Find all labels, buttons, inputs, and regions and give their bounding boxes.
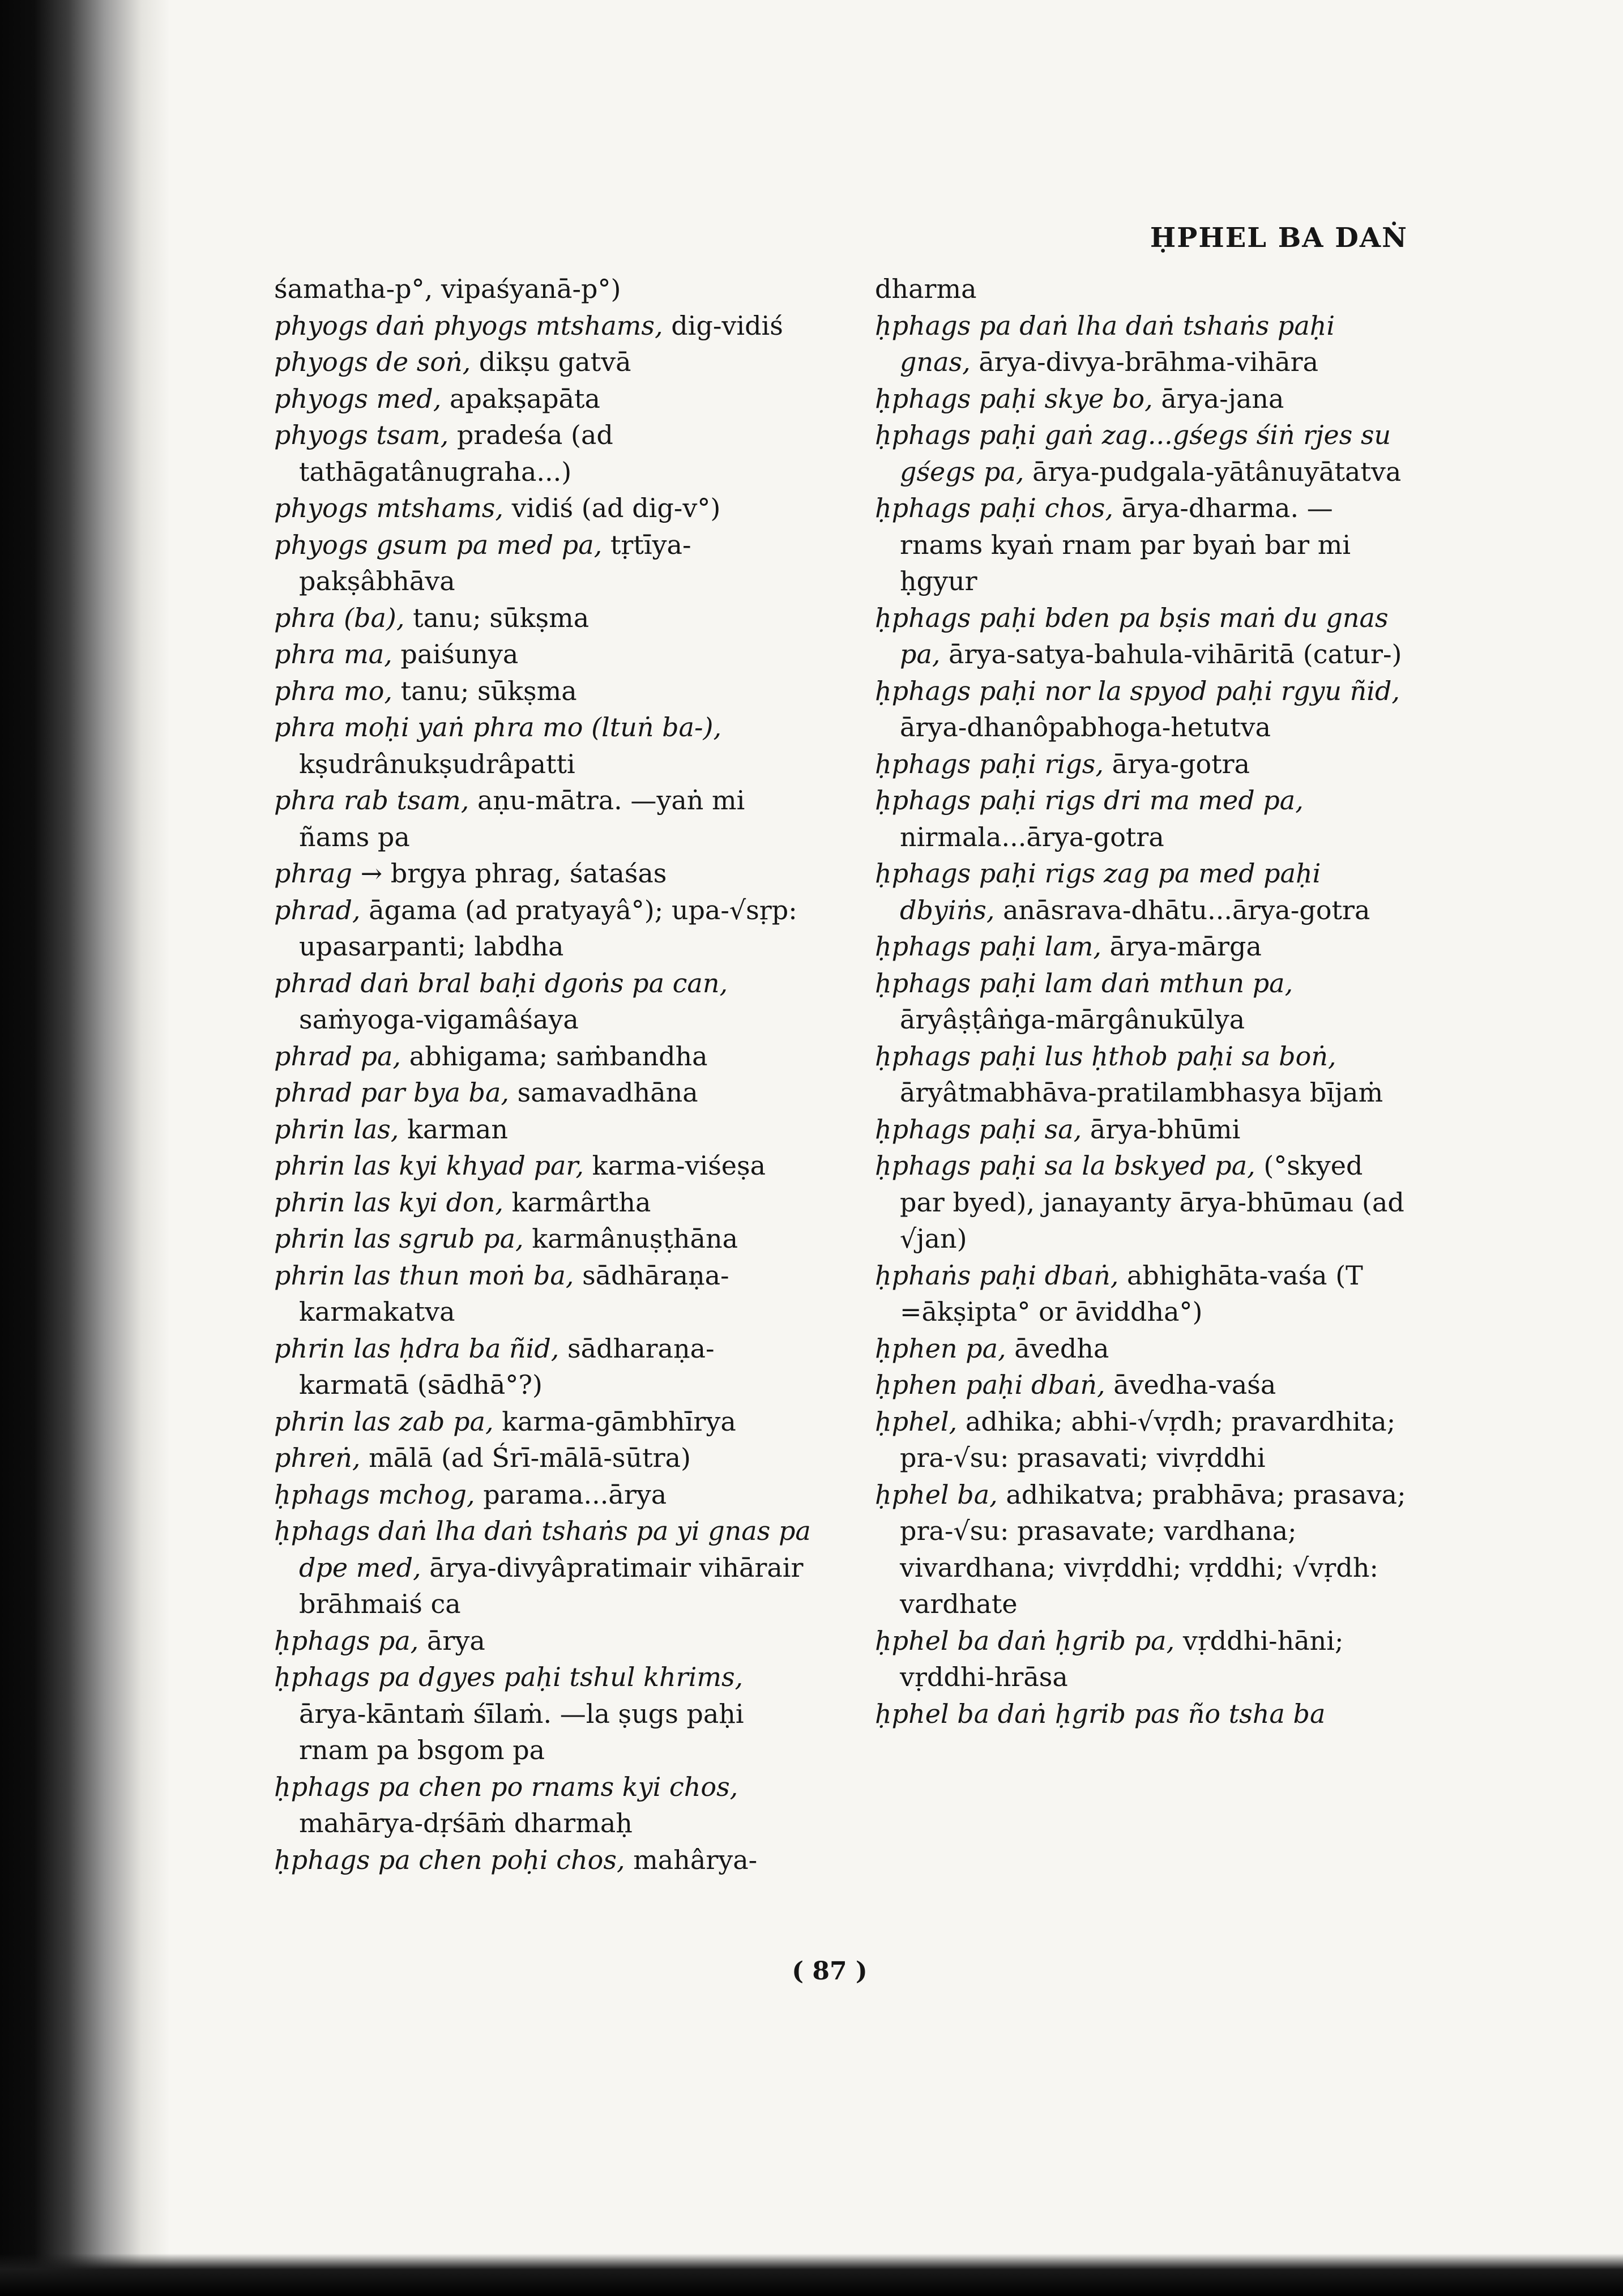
entry-headword: ḥphags pa chen poḥi chos, <box>274 1844 625 1875</box>
dictionary-entry <box>274 271 818 308</box>
entry-gloss: ārya-gotra <box>1112 748 1250 779</box>
dictionary-entry <box>875 1403 1410 1476</box>
entry-headword: ḥphags paḥi bden pa bṣis maṅ du gnas pa, <box>875 602 1389 669</box>
entry-headword: phyogs gsum pa med pa, <box>274 529 603 560</box>
book-spine-shadow <box>0 0 170 2296</box>
entry-headword: ḥphen paḥi dbaṅ, <box>875 1369 1105 1400</box>
dictionary-entry <box>875 673 1410 746</box>
right-column <box>875 271 1410 1732</box>
entry-gloss: karman <box>407 1113 508 1145</box>
entry-gloss: āgama (ad pratyayâ°); upa-√sṛp: upasarpanti; labdha <box>299 894 797 962</box>
entry-headword: phra rab tsam, <box>274 785 469 816</box>
dictionary-entry <box>274 965 818 1038</box>
dictionary-entry <box>274 1440 818 1476</box>
entry-headword: ḥphags pa daṅ lha daṅ tshaṅs paḥi gnas, <box>875 310 1335 377</box>
dictionary-entry <box>875 746 1410 783</box>
dictionary-entry <box>274 1330 818 1403</box>
entry-headword: ḥphags paḥi lus ḥthob paḥi sa boṅ, <box>875 1040 1336 1072</box>
entry-gloss: anāsrava-dhātu...ārya-gotra <box>1003 894 1370 925</box>
entry-gloss: mālā (ad Śrī-mālā-sūtra) <box>369 1443 691 1473</box>
entry-gloss: nirmala...ārya-gotra <box>900 821 1164 852</box>
entry-gloss: ārya-divya-brāhma-vihāra <box>979 347 1319 377</box>
entry-gloss: āryâṣṭâṅga-mārgânukūlya <box>900 1004 1245 1035</box>
entry-gloss: sādhāraṇa-karmakatva <box>299 1260 729 1327</box>
entry-headword: phyogs tsam, <box>274 420 449 450</box>
dictionary-entry <box>875 1111 1410 1148</box>
dictionary-entry <box>875 490 1410 600</box>
entry-headword: ḥphags pa dgyes paḥi tshul khrims, <box>274 1662 744 1692</box>
entry-headword: phyogs de soṅ, <box>274 347 471 377</box>
dictionary-entry <box>274 892 818 965</box>
entry-headword: ḥphags pa chen po rnams kyi chos, <box>274 1771 738 1802</box>
dictionary-entry <box>274 782 818 855</box>
entry-headword: phrin las kyi don, <box>274 1187 503 1218</box>
entry-gloss: adhika; abhi-√vṛdh; pravardhita; pra-√su: prasavati; vivṛddhi <box>900 1406 1396 1473</box>
entry-gloss: ārya-kāntaṁ śīlaṁ. —la ṣugs paḥi rnam pa bsgom pa <box>299 1698 744 1765</box>
entry-headword: phra ma, <box>274 639 392 669</box>
entry-gloss: karmânuṣṭhāna <box>532 1223 738 1254</box>
entry-headword: ḥphel ba daṅ ḥgrib pas ño tsha ba <box>875 1698 1326 1729</box>
dictionary-entry <box>274 1513 818 1623</box>
entry-gloss: sādharaṇa-karmatā (sādhā°?) <box>299 1333 715 1400</box>
entry-gloss: ārya-bhūmi <box>1090 1113 1241 1145</box>
entry-headword: ḥphags paḥi rigs zag pa med paḥi dbyiṅs, <box>875 858 1321 925</box>
dictionary-entry <box>875 1147 1410 1257</box>
entry-gloss: ārya-jana <box>1161 383 1284 414</box>
entry-gloss: ārya-mārga <box>1109 931 1262 962</box>
entry-gloss: āvedha-vaśa <box>1113 1369 1276 1400</box>
entry-gloss: samavadhāna <box>517 1077 698 1108</box>
entry-gloss: ārya-dhanôpabhoga-hetutva <box>900 712 1271 742</box>
dictionary-entry <box>274 1111 818 1148</box>
dictionary-entry <box>274 673 818 710</box>
entry-gloss: śamatha-p°, vipaśyanā-p°) <box>274 274 621 304</box>
entry-gloss: tanu; sūkṣma <box>400 675 577 706</box>
entry-headword: phrag <box>274 858 352 889</box>
entry-gloss: paiśunya <box>400 639 519 669</box>
dictionary-entry <box>875 855 1410 928</box>
entry-headword: ḥphags mchog, <box>274 1479 475 1510</box>
entry-headword: phrin las, <box>274 1113 399 1145</box>
scan-bottom-edge <box>0 2254 1623 2296</box>
dictionary-entry <box>875 1623 1410 1696</box>
dictionary-entry <box>274 1220 818 1257</box>
dictionary-entry <box>274 308 818 344</box>
entry-gloss: ārya-dharma. — rnams kyaṅ rnam par byaṅ bar mi ḥgyur <box>900 493 1351 596</box>
entry-gloss: kṣudrânukṣudrâpatti <box>299 748 575 779</box>
dictionary-entry <box>875 381 1410 417</box>
entry-headword: phreṅ, <box>274 1443 361 1473</box>
dictionary-entry <box>274 1147 818 1184</box>
entry-headword: ḥphags paḥi rigs dri ma med pa, <box>875 785 1304 816</box>
entry-gloss: ārya-pudgala-yātânuyātatva <box>1032 456 1402 487</box>
dictionary-entry <box>274 381 818 417</box>
entry-headword: phra mo, <box>274 675 393 706</box>
entry-gloss: aṇu-mātra. —yaṅ mi ñams pa <box>299 785 745 852</box>
dictionary-entry <box>875 308 1410 381</box>
entry-headword: phrad, <box>274 894 361 925</box>
entry-gloss: tanu; sūkṣma <box>413 602 590 633</box>
dictionary-entry <box>274 344 818 381</box>
entry-gloss: karma-viśeṣa <box>592 1150 766 1181</box>
dictionary-entry <box>875 600 1410 673</box>
dictionary-entry <box>875 1696 1410 1732</box>
dictionary-entry <box>274 1257 818 1330</box>
dictionary-entry <box>875 271 1410 308</box>
entry-gloss: dharma <box>875 274 977 304</box>
dictionary-entry <box>875 1330 1410 1367</box>
page-number: ( 87 ) <box>792 1957 868 1986</box>
dictionary-entry <box>274 1476 818 1513</box>
entry-headword: ḥphel, <box>875 1406 958 1437</box>
entry-headword: phyogs mtshams, <box>274 493 504 523</box>
dictionary-entry <box>875 417 1410 490</box>
dictionary-entry <box>274 1769 818 1842</box>
entry-headword: phrin las ḥdra ba ñid, <box>274 1333 559 1364</box>
entry-headword: ḥphags paḥi lam, <box>875 931 1102 962</box>
entry-gloss: abhighāta-vaśa (T =ākṣipta° or āviddha°) <box>900 1260 1363 1327</box>
entry-headword: phrin las zab pa, <box>274 1406 494 1437</box>
dictionary-entry <box>274 636 818 673</box>
entry-gloss: karma-gāmbhīrya <box>502 1406 736 1437</box>
entry-gloss: → brgya phrag, śataśas <box>360 858 667 889</box>
left-column <box>274 271 818 1878</box>
dictionary-entry <box>875 782 1410 855</box>
entry-gloss: mahārya-dṛśāṁ dharmaḥ <box>299 1808 633 1838</box>
dictionary-entry <box>274 1074 818 1111</box>
dictionary-entry <box>875 1476 1410 1623</box>
entry-gloss: (°skyed par byed), janayanty ārya-bhūmau (ad √jan) <box>900 1150 1404 1254</box>
entry-headword: phrad daṅ bral baḥi dgoṅs pa can, <box>274 967 728 998</box>
entry-gloss: ārya <box>426 1625 485 1656</box>
entry-headword: ḥphags pa, <box>274 1625 419 1656</box>
dictionary-entry <box>274 855 818 892</box>
entry-gloss: ārya-satya-bahula-vihāritā (catur-) <box>949 639 1402 669</box>
entry-headword: ḥphel ba, <box>875 1479 998 1510</box>
dictionary-entry <box>875 965 1410 1038</box>
dictionary-entry <box>274 417 818 490</box>
dictionary-entry <box>274 1623 818 1659</box>
entry-headword: phyogs med, <box>274 383 442 414</box>
dictionary-entry <box>274 1184 818 1221</box>
dictionary-entry <box>274 709 818 782</box>
entry-gloss: tṛtīya-pakṣâbhāva <box>299 529 691 596</box>
entry-headword: ḥphags paḥi nor la spyod paḥi rgyu ñid, <box>875 675 1400 706</box>
dictionary-entry <box>875 928 1410 965</box>
dictionary-entry <box>274 1038 818 1075</box>
dictionary-entry <box>274 1659 818 1769</box>
dictionary-entry <box>274 600 818 637</box>
entry-headword: ḥphel ba daṅ ḥgrib pa, <box>875 1625 1175 1656</box>
entry-gloss: ārya-divyâpratimair vihārair brāhmaiś ca <box>299 1552 804 1619</box>
entry-gloss: saṁyoga-vigamâśaya <box>299 1004 579 1035</box>
entry-headword: phra moḥi yaṅ phra mo (ltuṅ ba-), <box>274 712 722 742</box>
entry-gloss: apakṣapāta <box>449 383 600 414</box>
entry-gloss: vṛddhi-hāni; vṛddhi-hrāsa <box>900 1625 1344 1692</box>
entry-gloss: pradeśa (ad tathāgatânugraha...) <box>299 420 613 487</box>
entry-gloss: āvedha <box>1014 1333 1109 1364</box>
running-head: ḤPHEL BA DAṄ <box>1150 222 1408 254</box>
entry-headword: phyogs daṅ phyogs mtshams, <box>274 310 663 341</box>
entry-gloss: dikṣu gatvā <box>479 347 631 377</box>
dictionary-entry <box>274 490 818 527</box>
entry-headword: ḥphags paḥi sa la bskyed pa, <box>875 1150 1255 1181</box>
entry-headword: ḥphags daṅ lha daṅ tshaṅs pa yi gnas pa dpe med, <box>274 1516 811 1583</box>
entry-headword: ḥphags paḥi skye bo, <box>875 383 1153 414</box>
entry-headword: ḥphags paḥi chos, <box>875 493 1113 523</box>
entry-headword: phrin las thun moṅ ba, <box>274 1260 574 1291</box>
entry-headword: ḥphags paḥi sa, <box>875 1113 1082 1145</box>
dictionary-entry <box>274 1403 818 1440</box>
entry-gloss: vidiś (ad dig-v°) <box>511 493 721 523</box>
entry-headword: ḥphags paḥi rigs, <box>875 748 1104 779</box>
entry-headword: ḥphaṅs paḥi dbaṅ, <box>875 1260 1119 1291</box>
dictionary-entry <box>875 1257 1410 1330</box>
entry-headword: ḥphags paḥi gaṅ zag...gśegs śiṅ rjes su gśegs pa, <box>875 420 1391 487</box>
dictionary-entry <box>274 1842 818 1879</box>
entry-gloss: parama...ārya <box>483 1479 667 1510</box>
entry-gloss: adhikatva; prabhāva; prasava; pra-√su: prasavate; vardhana; vivardhana; vivṛddhi; vṛddhi; √vṛdh: vardhate <box>900 1479 1406 1619</box>
entry-headword: phrin las kyi khyad par, <box>274 1150 584 1181</box>
entry-headword: phrad pa, <box>274 1040 402 1072</box>
entry-headword: ḥphen pa, <box>875 1333 1006 1364</box>
entry-headword: phrad par bya ba, <box>274 1077 510 1108</box>
entry-gloss: dig-vidiś <box>671 310 783 341</box>
dictionary-entry <box>274 527 818 600</box>
entry-gloss: mahârya- <box>633 1844 758 1875</box>
entry-headword: phrin las sgrub pa, <box>274 1223 524 1254</box>
entry-gloss: karmârtha <box>511 1187 651 1218</box>
dictionary-entry <box>875 1367 1410 1403</box>
entry-headword: ḥphags paḥi lam daṅ mthun pa, <box>875 967 1293 998</box>
entry-gloss: āryâtmabhāva-pratilambhasya bījaṁ <box>900 1077 1383 1108</box>
entry-headword: phra (ba), <box>274 602 405 633</box>
entry-gloss: abhigama; saṁbandha <box>409 1040 708 1072</box>
dictionary-entry <box>875 1038 1410 1111</box>
